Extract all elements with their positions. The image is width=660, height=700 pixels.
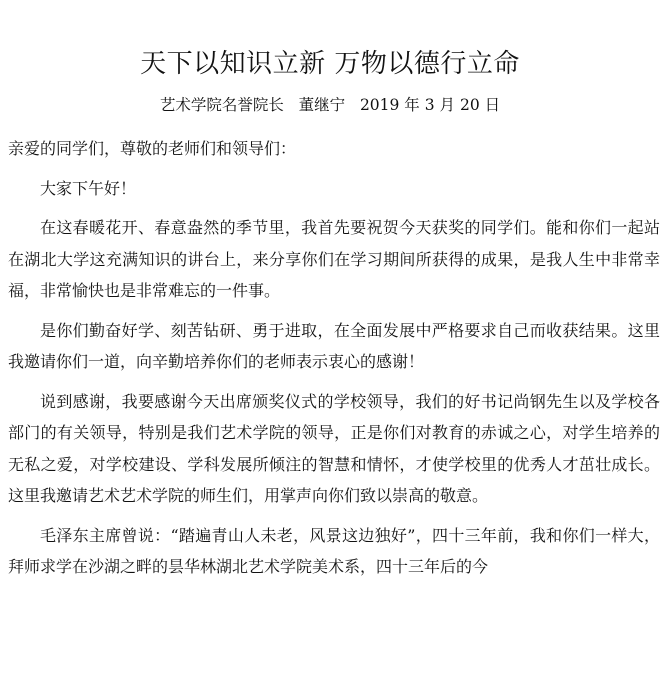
paragraph: 是你们勤奋好学、刻苦钻研、勇于进取，在全面发展中严格要求自己而收获结果。这里我邀请你们一道，向辛勤培养你们的老师表示衷心的感谢！ (8, 320, 660, 371)
document-body (8, 133, 660, 591)
paragraph: 毛泽东主席曾说：“踏遍青山人未老，风景这边独好”，四十三年前，我和你们一样大，拜师求学在沙湖之畔的昙华林湖北艺术学院美术系，四十三年后的今 (8, 525, 660, 576)
paragraph: 说到感谢，我要感谢今天出席颁奖仪式的学校领导，我们的好书记尚钢先生以及学校各部门的有关领导，特别是我们艺术学院的领导，正是你们对教育的赤诚之心，对学生培养的无私之爱，对学校建设、学科发展所倾注的智慧和情怀，才使学校里的优秀人才茁壮成长。这里我邀请艺术艺术学院的师生们，用掌声向你们致以崇高的敬意。 (8, 391, 660, 505)
document-byline: 艺术学院名誉院长 董继宁 2019 年 3 月 20 日 (159, 96, 501, 114)
paragraph: 在这春暖花开、春意盎然的季节里，我首先要祝贺今天获奖的同学们。能和你们一起站在湖北大学这充满知识的讲台上，来分享你们在学习期间所获得的成果，是我人生中非常幸福，非常愉快也是非常难忘的一件事。 (8, 218, 660, 300)
greeting: 大家下午好！ (40, 178, 137, 198)
document-title: 天下以知识立新 万物以德行立命 (140, 49, 520, 79)
salutation: 亲爱的同学们，尊敬的老师们和领导们： (8, 139, 297, 158)
